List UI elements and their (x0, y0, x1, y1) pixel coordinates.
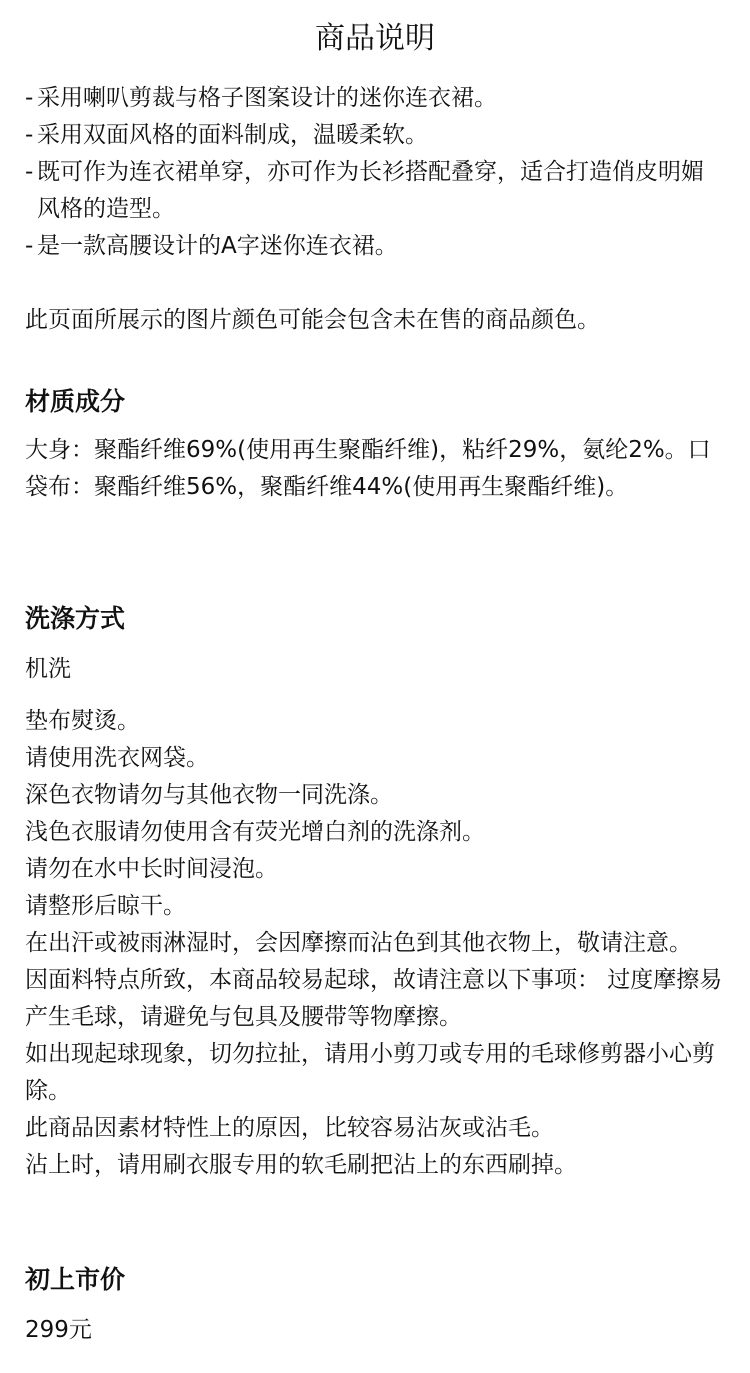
bullet-dash: - (25, 85, 34, 111)
material-heading: 材质成分 (25, 387, 126, 416)
care-item: 因面料特点所致，本商品较易起球，故请注意以下事项： 过度摩擦易产生毛球，请避免与包具及腰带等物摩擦。 (25, 967, 723, 1030)
price-heading: 初上市价 (25, 1265, 126, 1294)
material-text: 大身：聚酯纤维69%(使用再生聚酯纤维)，粘纤29%，氨纶2%。口袋布：聚酯纤维56%，聚酯纤维44%(使用再生聚酯纤维)。 (25, 437, 711, 500)
page-title: 商品说明 (315, 21, 435, 56)
feature-text: 既可作为连衣裙单穿，亦可作为长衫搭配叠穿，适合打造俏皮明媚风格的造型。 (37, 159, 704, 222)
feature-list (25, 80, 725, 265)
washing-method: 机洗 (25, 656, 71, 682)
care-item: 深色衣物请勿与其他衣物一同洗涤。 (25, 782, 393, 808)
feature-text: 采用双面风格的面料制成，温暖柔软。 (37, 122, 428, 148)
care-item: 如出现起球现象，切勿拉扯，请用小剪刀或专用的毛球修剪器小心剪除。 (25, 1041, 715, 1104)
care-item: 在出汗或被雨淋湿时，会因摩擦而沾色到其他衣物上，敬请注意。 (25, 930, 692, 956)
feature-text: 采用喇叭剪裁与格子图案设计的迷你连衣裙。 (37, 85, 497, 111)
feature-item (25, 117, 725, 154)
feature-item (25, 80, 725, 117)
color-disclaimer: 此页面所展示的图片颜色可能会包含未在售的商品颜色。 (25, 307, 600, 333)
care-item: 垫布熨烫。 (25, 708, 140, 734)
feature-item (25, 154, 725, 228)
care-instructions-list (25, 703, 725, 1184)
care-item: 请使用洗衣网袋。 (25, 745, 209, 771)
price-value: 299元 (25, 1317, 92, 1343)
care-item: 请整形后晾干。 (25, 893, 186, 919)
washing-heading: 洗涤方式 (25, 604, 126, 633)
care-item: 此商品因素材特性上的原因，比较容易沾灰或沾毛。 (25, 1115, 554, 1141)
care-item: 请勿在水中长时间浸泡。 (25, 856, 278, 882)
bullet-dash: - (25, 233, 34, 259)
care-item: 沾上时，请用刷衣服专用的软毛刷把沾上的东西刷掉。 (25, 1152, 577, 1178)
bullet-dash: - (25, 122, 34, 148)
feature-text: 是一款高腰设计的A字迷你连衣裙。 (37, 233, 398, 259)
bullet-dash: - (25, 159, 34, 185)
care-item: 浅色衣服请勿使用含有荧光增白剂的洗涤剂。 (25, 819, 485, 845)
feature-item (25, 228, 725, 265)
